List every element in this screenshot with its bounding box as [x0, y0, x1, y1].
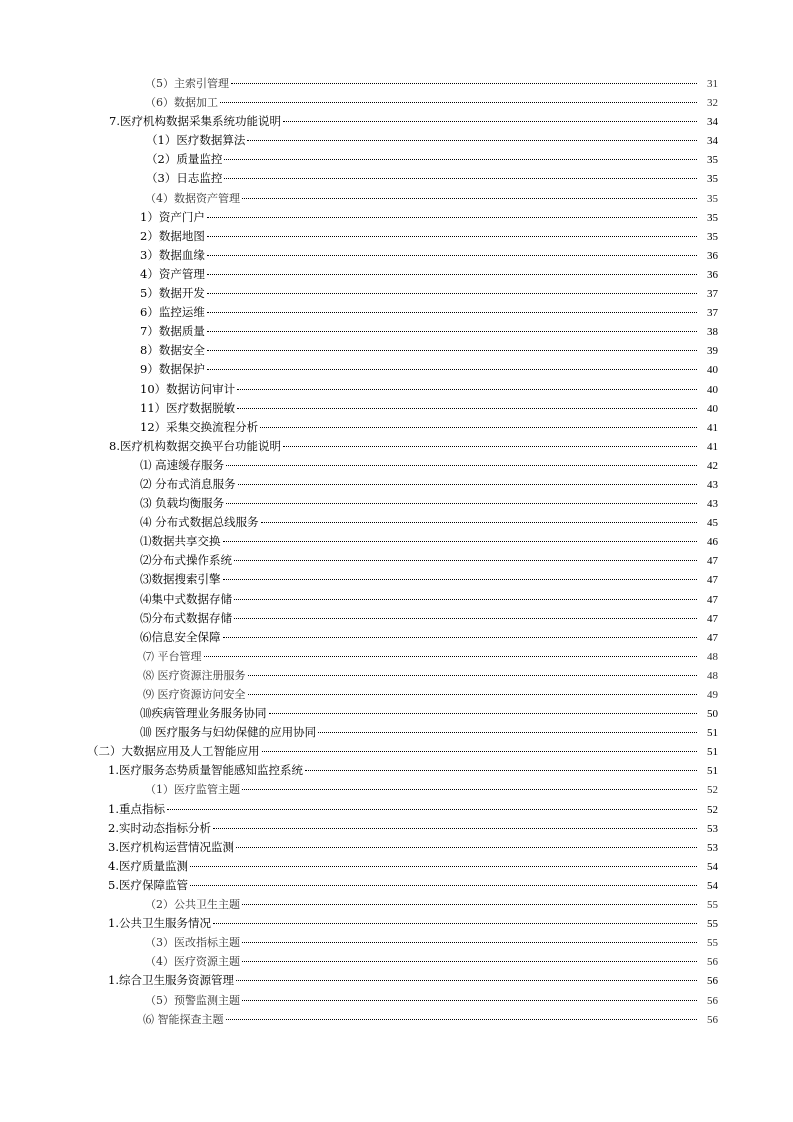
- toc-entry[interactable]: [0, 322, 793, 341]
- toc-entry-page-number: 51: [707, 727, 718, 740]
- dot-leader: [242, 789, 697, 790]
- toc-entry-label: （6）数据加工: [145, 96, 218, 110]
- toc-entry-page-number: 52: [707, 784, 718, 797]
- toc-entry-label: 3）数据血缘: [140, 247, 205, 262]
- toc-entry[interactable]: [0, 895, 793, 914]
- toc-entry[interactable]: [0, 169, 793, 188]
- toc-entry[interactable]: [0, 265, 793, 284]
- dot-leader: [190, 885, 697, 886]
- toc-entry-label: 1.综合卫生服务资源管理: [108, 973, 234, 988]
- dot-leader: [261, 522, 697, 523]
- toc-entry[interactable]: [0, 628, 793, 647]
- dot-leader: [226, 503, 697, 504]
- toc-entry-label: 5.医疗保障监管: [108, 877, 188, 892]
- dot-leader: [242, 198, 697, 199]
- toc-entry[interactable]: [0, 723, 793, 742]
- toc-entry[interactable]: [0, 704, 793, 723]
- toc-entry[interactable]: [0, 761, 793, 780]
- toc-entry-label: 2.实时动态指标分析: [108, 820, 211, 835]
- toc-entry[interactable]: [0, 609, 793, 628]
- dot-leader: [226, 1019, 698, 1020]
- toc-entry[interactable]: [0, 131, 793, 150]
- toc-entry[interactable]: [0, 112, 793, 131]
- toc-entry-page-number: 36: [707, 268, 718, 281]
- toc-entry-page-number: 54: [707, 860, 718, 873]
- toc-entry-label: ⑼ 医疗资源访问安全: [143, 688, 246, 701]
- toc-entry-page-number: 41: [707, 421, 718, 434]
- toc-entry-label: 6）监控运维: [140, 305, 205, 320]
- toc-entry[interactable]: [0, 666, 793, 685]
- toc-entry[interactable]: [0, 227, 793, 246]
- toc-entry-page-number: 36: [707, 249, 718, 262]
- toc-entry[interactable]: [0, 456, 793, 475]
- toc-entry-label: ⑸分布式数据存储: [140, 610, 232, 625]
- toc-entry[interactable]: [0, 800, 793, 819]
- dot-leader: [247, 140, 697, 141]
- toc-entry[interactable]: [0, 590, 793, 609]
- toc-entry-page-number: 55: [707, 937, 718, 950]
- toc-entry-page-number: 35: [707, 211, 718, 224]
- dot-leader: [224, 159, 697, 160]
- toc-entry[interactable]: [0, 551, 793, 570]
- toc-entry[interactable]: [0, 1010, 793, 1029]
- toc-entry-label: （2）公共卫生主题: [145, 898, 240, 912]
- toc-entry-page-number: 53: [707, 822, 718, 835]
- toc-entry-page-number: 55: [707, 899, 718, 912]
- dot-leader: [234, 560, 697, 561]
- toc-entry[interactable]: [0, 991, 793, 1010]
- dot-leader: [248, 694, 698, 695]
- dot-leader: [242, 961, 697, 962]
- dot-leader: [305, 770, 697, 771]
- toc-entry-page-number: 37: [707, 288, 718, 301]
- toc-entry-label: ⑺ 平台管理: [143, 649, 202, 663]
- toc-entry[interactable]: [0, 303, 793, 322]
- toc-entry[interactable]: [0, 914, 793, 933]
- toc-entry[interactable]: [0, 952, 793, 971]
- dot-leader: [262, 751, 698, 752]
- toc-entry-page-number: 34: [707, 135, 718, 148]
- toc-entry[interactable]: [0, 876, 793, 895]
- toc-entry-page-number: 38: [707, 326, 718, 339]
- toc-entry-page-number: 48: [707, 650, 718, 663]
- toc-entry-label: 7.医疗机构数据采集系统功能说明: [109, 114, 281, 129]
- dot-leader: [226, 465, 697, 466]
- dot-leader: [283, 446, 697, 447]
- toc-entry-label: 8）数据安全: [140, 343, 205, 358]
- toc-entry-page-number: 34: [707, 116, 718, 129]
- toc-entry[interactable]: [0, 341, 793, 360]
- toc-entry-page-number: 43: [707, 478, 718, 491]
- toc-entry-page-number: 45: [707, 517, 718, 530]
- toc-entry-label: 1）资产门户: [140, 209, 205, 224]
- toc-entry-label: ⑽ 医疗服务与妇幼保健的应用协同: [140, 725, 317, 740]
- toc-entry[interactable]: [0, 475, 793, 494]
- toc-entry[interactable]: [0, 971, 793, 990]
- toc-entry-label: ⑷集中式数据存储: [140, 591, 232, 606]
- dot-leader: [224, 178, 697, 179]
- toc-entry-page-number: 49: [707, 689, 718, 701]
- toc-entry-page-number: 48: [707, 669, 718, 682]
- toc-entry-page-number: 47: [707, 631, 718, 644]
- toc-entry[interactable]: [0, 208, 793, 227]
- dot-leader: [234, 599, 697, 600]
- toc-entry-page-number: 35: [707, 154, 718, 167]
- toc-entry-page-number: 32: [707, 97, 718, 110]
- toc-entry-page-number: 47: [707, 555, 718, 568]
- toc-entry-label: ⑴数据共享交换: [140, 534, 221, 549]
- dot-leader: [207, 293, 697, 294]
- toc-entry-label: ⑴ 高速缓存服务: [140, 457, 225, 472]
- toc-entry-page-number: 51: [707, 765, 718, 778]
- dot-leader: [231, 83, 697, 84]
- toc-entry[interactable]: [0, 437, 793, 456]
- toc-entry[interactable]: [0, 418, 793, 437]
- toc-entry[interactable]: [0, 857, 793, 876]
- toc-entry-label: 1.公共卫生服务情况: [108, 916, 211, 931]
- toc-entry-page-number: 40: [707, 383, 718, 396]
- toc-entry-label: （4）医疗资源主题: [145, 955, 240, 969]
- toc-entry-page-number: 35: [707, 173, 718, 186]
- toc-entry-page-number: 50: [707, 708, 718, 721]
- toc-entry-page-number: 54: [707, 879, 718, 892]
- dot-leader: [260, 427, 697, 428]
- toc-entry-page-number: 47: [707, 574, 718, 587]
- toc-entry-label: （5）主索引管理: [145, 77, 229, 90]
- dot-leader: [236, 847, 697, 848]
- dot-leader: [236, 980, 697, 981]
- toc-entry-page-number: 56: [707, 1013, 718, 1026]
- toc-entry[interactable]: [0, 933, 793, 952]
- toc-entry-label: （2）质量监控: [146, 152, 223, 167]
- dot-leader: [237, 408, 697, 409]
- dot-leader: [234, 618, 697, 619]
- toc-entry[interactable]: [0, 360, 793, 379]
- toc-entry-page-number: 56: [707, 975, 718, 988]
- toc-entry[interactable]: [0, 780, 793, 799]
- toc-entry-page-number: 56: [707, 994, 718, 1007]
- toc-entry[interactable]: [0, 74, 793, 93]
- toc-entry-label: ⑵ 分布式消息服务: [140, 476, 236, 491]
- toc-entry-page-number: 40: [707, 364, 718, 377]
- toc-entry[interactable]: [0, 246, 793, 265]
- toc-entry-page-number: 35: [707, 230, 718, 243]
- toc-entry-label: ⑷ 分布式数据总线服务: [140, 515, 259, 530]
- toc-entry-page-number: 53: [707, 841, 718, 854]
- dot-leader: [207, 312, 697, 313]
- toc-entry-label: 2）数据地图: [140, 228, 205, 243]
- dot-leader: [207, 255, 697, 256]
- toc-entry-page-number: 37: [707, 307, 718, 320]
- dot-leader: [223, 541, 698, 542]
- dot-leader: [213, 923, 697, 924]
- toc-entry-label: 9）数据保护: [140, 362, 205, 377]
- toc-entry[interactable]: [0, 380, 793, 399]
- dot-leader: [207, 274, 697, 275]
- toc-entry-page-number: 55: [707, 918, 718, 931]
- toc-entry[interactable]: [0, 685, 793, 704]
- toc-entry[interactable]: [0, 532, 793, 551]
- dot-leader: [269, 713, 698, 714]
- dot-leader: [213, 828, 697, 829]
- toc-entry-label: 3.医疗机构运营情况监测: [108, 839, 234, 854]
- toc-entry-label: （5）预警监测主题: [145, 993, 240, 1007]
- toc-entry-label: （二）大数据应用及人工智能应用: [87, 744, 260, 759]
- dot-leader: [220, 102, 697, 103]
- dot-leader: [248, 675, 698, 676]
- toc-entry-label: ⑽疾病管理业务服务协同: [140, 706, 267, 721]
- toc-entry-page-number: 35: [707, 192, 718, 205]
- toc-entry[interactable]: [0, 189, 793, 208]
- dot-leader: [223, 579, 698, 580]
- toc-entry-label: （1）医疗监管主题: [145, 783, 240, 797]
- toc-entry-label: 7）数据质量: [140, 324, 205, 339]
- toc-entry-label: 12）采集交换流程分析: [140, 419, 259, 434]
- toc-entry-page-number: 47: [707, 593, 718, 606]
- toc-entry[interactable]: [0, 494, 793, 513]
- dot-leader: [318, 732, 697, 733]
- dot-leader: [237, 389, 697, 390]
- toc-entry-page-number: 56: [707, 956, 718, 969]
- toc-entry[interactable]: [0, 93, 793, 112]
- dot-leader: [223, 637, 698, 638]
- toc-entry[interactable]: [0, 742, 793, 761]
- toc-entry-label: ⑶ 负载均衡服务: [140, 496, 225, 511]
- dot-leader: [242, 904, 697, 905]
- dot-leader: [242, 942, 697, 943]
- toc-entry-page-number: 47: [707, 612, 718, 625]
- dot-leader: [242, 1000, 697, 1001]
- toc-entry-page-number: 31: [707, 78, 718, 90]
- dot-leader: [204, 656, 698, 657]
- toc-entry-label: ⑵分布式操作系统: [140, 553, 232, 568]
- toc-entry-page-number: 46: [707, 536, 718, 549]
- toc-entry-page-number: 52: [707, 803, 718, 816]
- toc-entry-label: （1）医疗数据算法: [146, 133, 246, 148]
- toc-entry-label: ⑻ 医疗资源注册服务: [143, 668, 246, 682]
- toc-entry-page-number: 43: [707, 498, 718, 511]
- toc-entry[interactable]: [0, 399, 793, 418]
- toc-entry-label: ⑹信息安全保障: [140, 629, 221, 644]
- toc-entry-label: （3）医改指标主题: [145, 936, 240, 950]
- toc-entry-label: ⑶数据搜索引擎: [140, 572, 221, 587]
- toc-entry-label: 4）资产管理: [140, 266, 205, 281]
- toc-entry-page-number: 40: [707, 402, 718, 415]
- toc-entry-page-number: 42: [707, 459, 718, 472]
- toc-entry[interactable]: [0, 819, 793, 838]
- toc-entry-label: 8.医疗机构数据交换平台功能说明: [109, 438, 281, 453]
- toc-entry-label: 1.重点指标: [108, 801, 165, 816]
- dot-leader: [207, 369, 697, 370]
- toc-entry[interactable]: [0, 150, 793, 169]
- dot-leader: [283, 121, 697, 122]
- dot-leader: [207, 331, 697, 332]
- toc-entry[interactable]: [0, 284, 793, 303]
- toc-entry-label: 11）医疗数据脱敏: [140, 400, 236, 415]
- dot-leader: [207, 217, 697, 218]
- dot-leader: [238, 484, 697, 485]
- toc-entry-label: ⑹ 智能探查主题: [143, 1012, 224, 1026]
- toc-entry[interactable]: [0, 570, 793, 589]
- toc-entry-label: （3）日志监控: [146, 171, 223, 186]
- toc-entry-label: 4.医疗质量监测: [108, 858, 188, 873]
- table-of-contents: [0, 74, 793, 1029]
- dot-leader: [190, 866, 697, 867]
- dot-leader: [167, 809, 697, 810]
- toc-entry[interactable]: [0, 513, 793, 532]
- toc-entry-page-number: 41: [707, 440, 718, 453]
- toc-entry-label: 1.医疗服务态势质量智能感知监控系统: [108, 763, 303, 778]
- toc-entry-page-number: 51: [707, 746, 718, 759]
- toc-entry[interactable]: [0, 838, 793, 857]
- toc-entry[interactable]: [0, 647, 793, 666]
- toc-entry-label: 10）数据访问审计: [140, 381, 236, 396]
- dot-leader: [207, 350, 697, 351]
- toc-entry-label: （4）数据资产管理: [145, 191, 240, 205]
- toc-entry-page-number: 39: [707, 345, 718, 358]
- toc-entry-label: 5）数据开发: [140, 286, 205, 301]
- dot-leader: [207, 236, 697, 237]
